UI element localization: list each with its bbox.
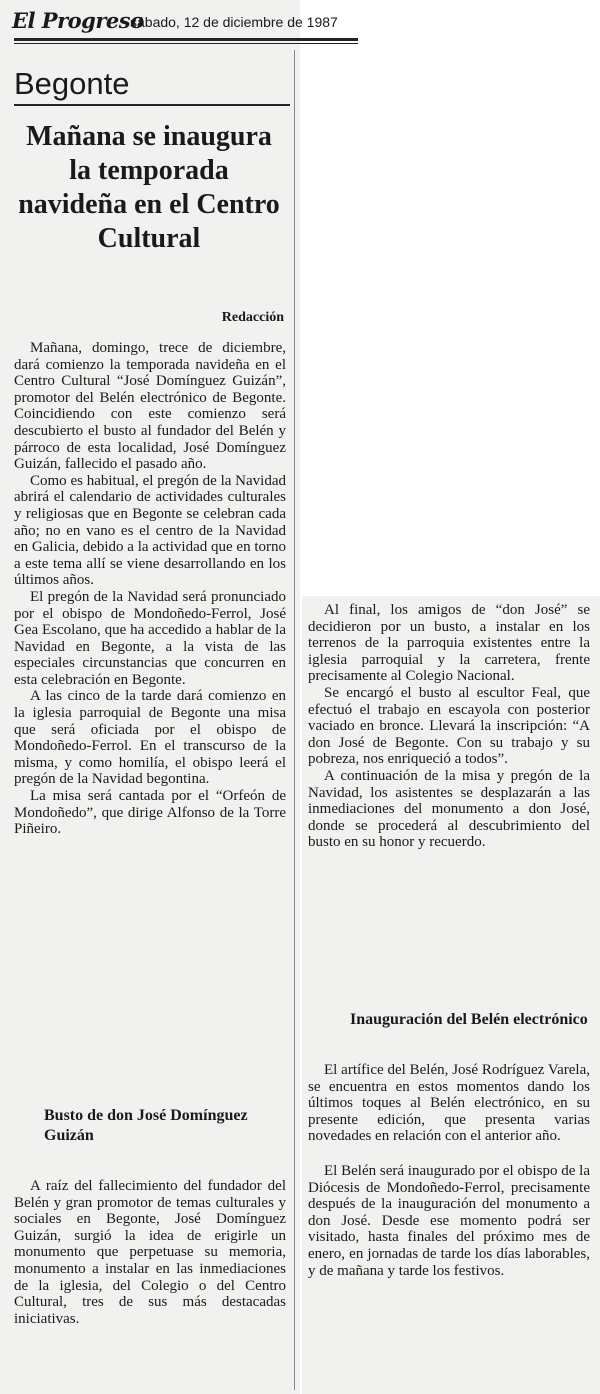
paragraph: A raíz del fallecimiento del fundador del Belén y gran promotor de temas culturales y sociales en Begonte, José Domínguez Guizán, surgió la idea de erigirle un monumento que perpetuase su memoria, monumento a instalar en las inmediaciones de la iglesia, del Colegio o del Centro Cultural, tres de sus más destacadas iniciativas. — [14, 1178, 286, 1327]
issue-date: sábado, 12 de diciembre de 1987 — [130, 14, 338, 30]
paragraph: La misa será cantada por el “Orfeón de Mondoñedo”, que dirige Alfonso de la Torre Piñeiro. — [14, 788, 286, 838]
body-column-1 — [14, 340, 286, 838]
byline: Redacción — [221, 310, 284, 325]
paragraph: Al final, los amigos de “don José” se decidieron por un busto, a instalar en los terrenos de la parroquia existentes entre la iglesia parroquial y la carretera, frente precisamente al Colegio Nacional. — [308, 602, 590, 685]
newspaper-logo: El Progreso — [12, 8, 144, 33]
paragraph: A las cinco de la tarde dará comienzo en la iglesia parroquial de Begonte una misa que será oficiada por el obispo de Mondoñedo-Ferrol. En el transcurso de la misma, y como homilía, el obispo leerá el pregón de la Navidad begontina. — [14, 688, 286, 788]
paragraph: A continuación de la misa y pregón de la Navidad, los asistentes se desplazarán a las inmediaciones del monumento a don José, donde se procederá al descubrimiento del busto en su honor y recuerdo. — [308, 767, 590, 851]
column-divider — [294, 50, 295, 1390]
paragraph: Mañana, domingo, trece de diciembre, dará comienzo la temporada navideña en el Centro Cultural “José Domínguez Guizán”, promotor del Belén electrónico de Begonte. Coincidiendo con este comienzo será descubierto el busto al fundador del Belén y párroco de esta localidad, José Domínguez Guizán, fallecido el pasado año. — [14, 340, 286, 473]
body-column-1b — [14, 1178, 286, 1327]
paragraph: El Belén será inaugurado por el obispo de la Diócesis de Mondoñedo-Ferrol, precisamente después de la inauguración del monumento a don José. Desde ese momento podrá ser visitado, hasta finales del próximo mes de enero, en jornadas de tarde los días laborables, y de mañana y tarde los festivos. — [308, 1162, 590, 1279]
masthead-rule-thin — [14, 43, 358, 44]
section-title: Begonte — [14, 66, 130, 101]
section-rule — [14, 104, 290, 106]
body-column-2b — [308, 1062, 590, 1279]
masthead — [12, 8, 358, 40]
paragraph: El pregón de la Navidad será pronunciado por el obispo de Mondoñedo-Ferrol, José Gea Escolano, que ha accedido a hablar de la Navidad en Begonte, a la vista de las especiales circunstancias que concurren en esta celebración en Begonte. — [14, 588, 286, 688]
headline: Mañana se inaugura la temporada navideña en el Centro Cultural — [18, 121, 280, 254]
masthead-rule — [14, 38, 358, 41]
subhead-busto: Busto de don José Domínguez Guizán — [44, 1107, 248, 1144]
subhead-belen: Inauguración del Belén electrónico — [350, 1011, 588, 1028]
body-column-2 — [308, 602, 590, 851]
paragraph: El artífice del Belén, José Rodríguez Varela, se encuentra en estos momentos dando los últimos toques al Belén electrónico, en su presente edición, que presenta varias novedades en relación con el anterior año. — [308, 1062, 590, 1145]
paragraph: Se encargó el busto al escultor Feal, que efectuó el trabajo en escayola con posterior vaciado en bronce. Llevará la inscripción: “A don José de Begonte. Con su trabajo y su pobreza, nos enriqueció a todos”. — [308, 684, 590, 768]
paragraph: Como es habitual, el pregón de la Navidad abrirá el calendario de actividades culturales y religiosas que en Begonte se celebran cada año; no en vano es el centro de la Navidad en Galicia, debido a la actividad que en torno a este tema allí se viene desarrollando en los últimos años. — [14, 472, 286, 589]
